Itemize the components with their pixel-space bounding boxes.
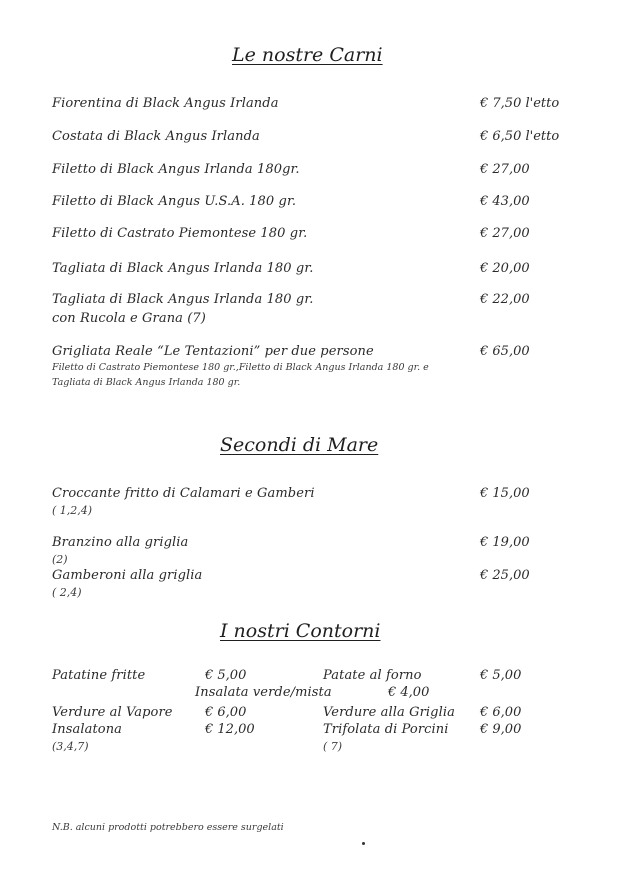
menu-item-name: Fiorentina di Black Angus Irlanda bbox=[52, 96, 279, 111]
menu-item-name: Grigliata Reale “Le Tentazioni” per due persone bbox=[52, 344, 374, 359]
menu-item-name: Croccante fritto di Calamari e Gamberi bbox=[52, 486, 315, 501]
footer-note: N.B. alcuni prodotti potrebbero essere surgelati bbox=[52, 822, 284, 833]
side-dish-price: € 6,00 bbox=[205, 705, 247, 720]
menu-item-price: € 20,00 bbox=[480, 261, 530, 276]
menu-item-name: Filetto di Castrato Piemontese 180 gr. bbox=[52, 226, 308, 241]
side-dish-name: Patate al forno bbox=[323, 668, 422, 683]
side-dish-price: € 9,00 bbox=[480, 722, 522, 737]
allergen-codes: ( 7) bbox=[323, 740, 343, 753]
side-dish-name: Verdure al Vapore bbox=[52, 705, 173, 720]
menu-item-price: € 7,50 l'etto bbox=[480, 96, 560, 111]
menu-item-name: Costata di Black Angus Irlanda bbox=[52, 129, 260, 144]
side-dish-price: € 12,00 bbox=[205, 722, 255, 737]
menu-item-price: € 43,00 bbox=[480, 194, 530, 209]
menu-item-price: € 65,00 bbox=[480, 344, 530, 359]
side-dish-price: € 5,00 bbox=[480, 668, 522, 683]
allergen-codes: (3,4,7) bbox=[52, 740, 89, 753]
section-title-mare: Secondi di Mare bbox=[220, 434, 379, 456]
menu-item-price: € 15,00 bbox=[480, 486, 530, 501]
side-dish-name: Insalata verde/mista bbox=[195, 685, 332, 700]
allergen-codes: ( 1,2,4) bbox=[52, 504, 93, 517]
menu-item-name: Tagliata di Black Angus Irlanda 180 gr. bbox=[52, 292, 314, 307]
allergen-codes: (2) bbox=[52, 553, 68, 566]
menu-item-subtitle: con Rucola e Grana (7) bbox=[52, 311, 206, 326]
menu-item-name: Filetto di Black Angus U.S.A. 180 gr. bbox=[52, 194, 297, 209]
menu-item-name: Filetto di Black Angus Irlanda 180gr. bbox=[52, 162, 300, 177]
allergen-codes: ( 2,4) bbox=[52, 586, 82, 599]
side-dish-name: Insalatona bbox=[52, 722, 123, 737]
menu-item-price: € 27,00 bbox=[480, 162, 530, 177]
menu-item-name: Tagliata di Black Angus Irlanda 180 gr. bbox=[52, 261, 314, 276]
section-title-carni: Le nostre Carni bbox=[232, 44, 383, 66]
side-dish-name: Trifolata di Porcini bbox=[323, 722, 449, 737]
section-title-contorni: I nostri Contorni bbox=[220, 620, 381, 642]
menu-item-price: € 22,00 bbox=[480, 292, 530, 307]
side-dish-name: Patatine fritte bbox=[52, 668, 146, 683]
menu-item-name: Branzino alla griglia bbox=[52, 535, 189, 550]
menu-item-price: € 25,00 bbox=[480, 568, 530, 583]
menu-item-description: Tagliata di Black Angus Irlanda 180 gr. bbox=[52, 377, 241, 388]
menu-item-price: € 19,00 bbox=[480, 535, 530, 550]
side-dish-name: Verdure alla Griglia bbox=[323, 705, 455, 720]
side-dish-price: € 6,00 bbox=[480, 705, 522, 720]
side-dish-price: € 4,00 bbox=[388, 685, 430, 700]
side-dish-price: € 5,00 bbox=[205, 668, 247, 683]
menu-item-price: € 6,50 l'etto bbox=[480, 129, 560, 144]
ink-dot bbox=[362, 842, 365, 845]
menu-item-name: Gamberoni alla griglia bbox=[52, 568, 203, 583]
menu-item-description: Filetto di Castrato Piemontese 180 gr.,Filetto di Black Angus Irlanda 180 gr. e bbox=[52, 362, 429, 373]
menu-item-price: € 27,00 bbox=[480, 226, 530, 241]
